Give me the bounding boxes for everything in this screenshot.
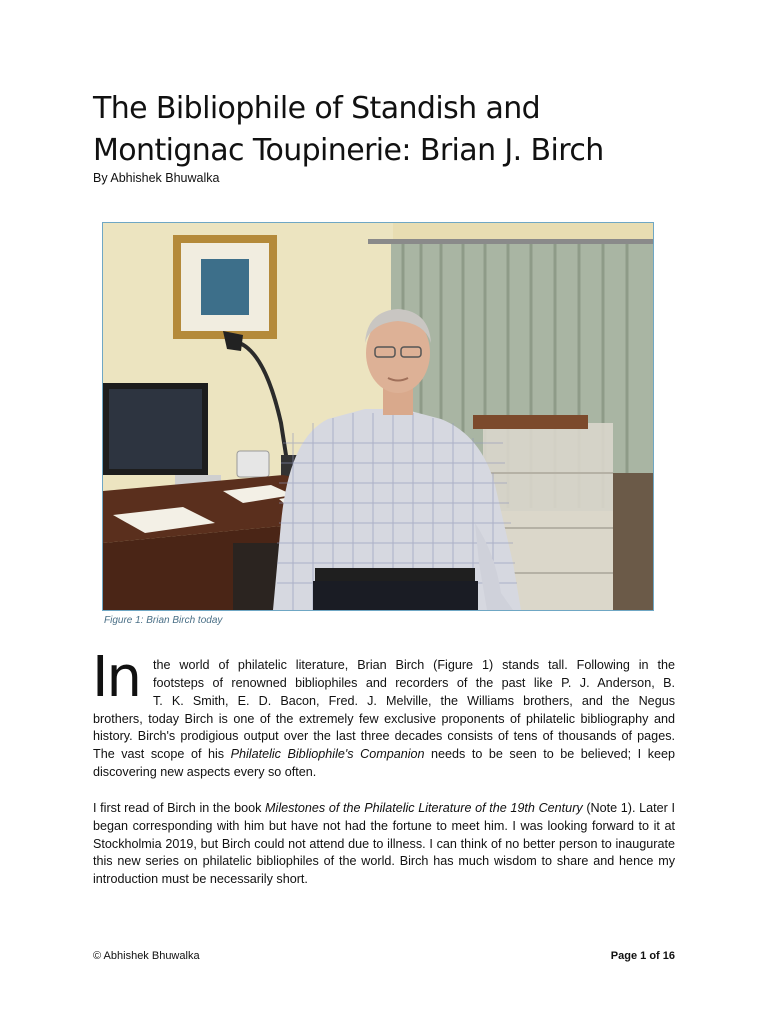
paragraph-1-line-2: footsteps of renowned bibliophiles and recorders of the past like P. J. Anderson, B. bbox=[153, 676, 675, 690]
curtain-rod bbox=[368, 239, 653, 244]
paragraph-2-text-a: I first read of Birch in the book bbox=[93, 801, 266, 815]
footer-copyright: © Abhishek Bhuwalka bbox=[93, 950, 200, 962]
paragraph-1-text-a: brothers, today Birch is one of the extremely few exclusive proponents of philatelic bibliography and history. Birch's prodigious output over the last three decades consists of tens of thousands of pages. The vast scope of his bbox=[93, 711, 675, 762]
paragraph-2-text-b: (Note 1). Later I began corresponding with him but have not had the fortune to meet him. I was looking forward to it at Stockholmia 2019, but Birch could not attend due to illness. I can think of no better person to inaugurate this new series on philatelic bibliophiles of the world. Birch has much wisdom to share and hence my introduction must be necessarily short. bbox=[93, 801, 675, 887]
book-title-milestones: Milestones of the Philatelic Literature of the 19th Century bbox=[265, 801, 583, 815]
paragraph-1-text-b: needs to be seen to be believed; I keep discovering new aspects every so often. bbox=[93, 747, 676, 779]
document-title: The Bibliophile of Standish and Montignac Toupinerie: Brian J. Birch bbox=[93, 91, 604, 168]
byline: By Abhishek Bhuwalka bbox=[93, 171, 220, 185]
paragraph-1-line-1: the world of philatelic literature, Brian Birch (Figure 1) stands tall. Following in the bbox=[153, 658, 675, 672]
figure-caption: Figure 1: Brian Birch today bbox=[104, 615, 223, 626]
book-title-companion: Philatelic Bibliophile's Companion bbox=[230, 747, 425, 762]
framed-stamp bbox=[201, 259, 249, 315]
paragraph-1 bbox=[93, 675, 675, 782]
books-on-boxes bbox=[473, 415, 588, 429]
shelf-right bbox=[613, 473, 653, 610]
footer-page-number: Page 1 of 16 bbox=[610, 950, 675, 962]
clock-radio bbox=[237, 451, 269, 477]
monitor-screen bbox=[109, 389, 202, 469]
paragraph-1-opening bbox=[153, 657, 675, 675]
paragraph-1-line-3: T. K. Smith, E. D. Bacon, Fred. J. Melville, the Williams brothers, and the Negus bbox=[153, 693, 675, 708]
paragraph-2 bbox=[93, 800, 675, 889]
figure-photo bbox=[102, 222, 654, 611]
photo-illustration bbox=[103, 223, 653, 610]
trousers bbox=[313, 581, 478, 610]
paragraph-1-body bbox=[93, 711, 675, 782]
drop-cap: In bbox=[92, 645, 141, 710]
